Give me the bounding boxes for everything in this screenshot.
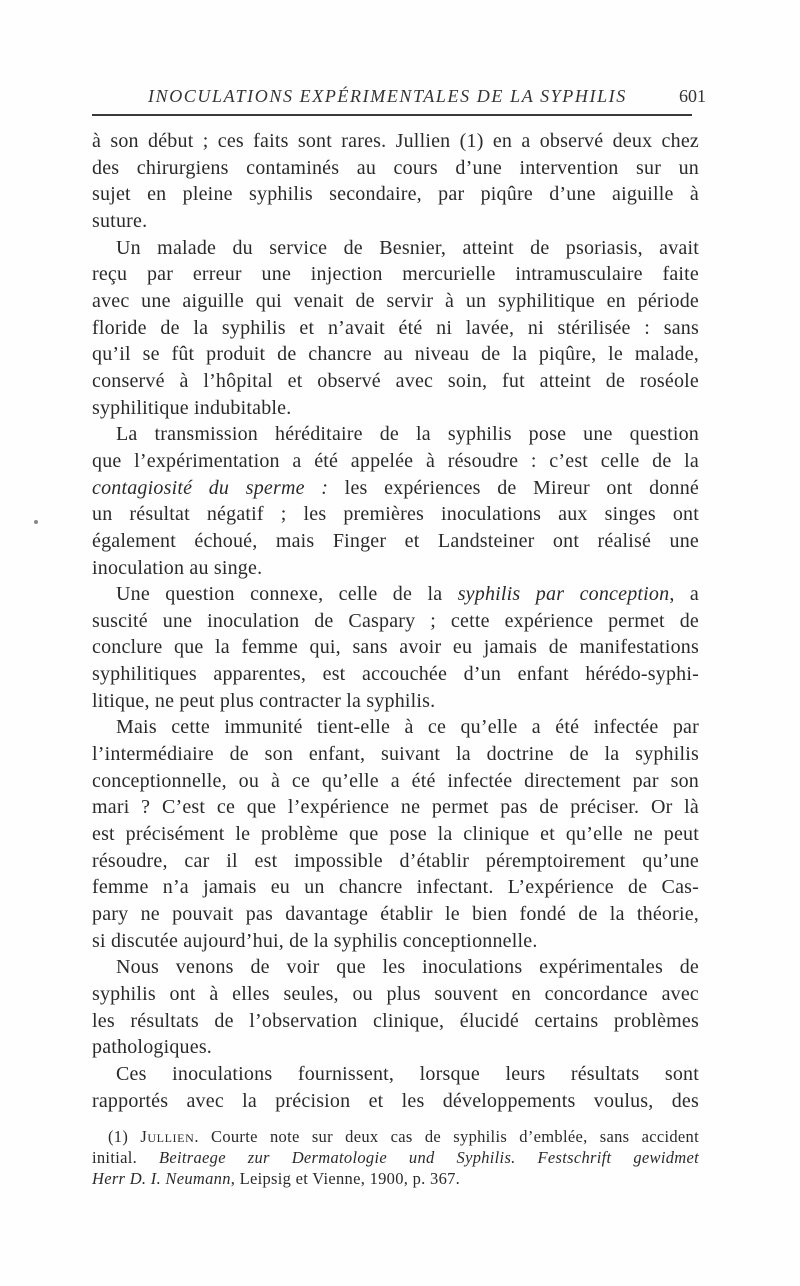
text-line: Nous venons de voir que les inoculations expérimentales de — [116, 956, 699, 979]
text-line: Ces inoculations fournissent, lorsque leurs résultats sont — [116, 1062, 699, 1085]
italic-phrase: contagiosité du sperme : — [92, 476, 329, 499]
margin-speck — [34, 520, 38, 524]
text-line: pary ne pouvait pas davantage établir le bien fondé de la théorie, — [92, 903, 699, 926]
text-line: est précisément le problème que pose la clinique et qu’elle ne peut — [92, 823, 699, 846]
text-line: si discutée aujourd’hui, de la syphilis conceptionnelle. — [92, 929, 538, 952]
text-line: un résultat négatif ; les premières inoculations aux singes ont — [92, 503, 699, 526]
text-line: suscité une inoculation de Caspary ; cette expérience permet de — [92, 609, 699, 632]
text-line: reçu par erreur une injection mercurielle intramusculaire faite — [92, 263, 699, 286]
text-line: Mais cette immunité tient-elle à ce qu’elle a été infectée par — [116, 716, 699, 739]
text-run: initial. — [92, 1148, 159, 1167]
text-line: les résultats de l’observation clinique, élucidé certains problèmes — [92, 1009, 699, 1032]
text-line: conclure que la femme qui, sans avoir eu jamais de manifestations — [92, 636, 699, 659]
italic-phrase: Herr D. I. Neumann — [92, 1169, 231, 1188]
text-line: syphilis ont à elles seules, ou plus souvent en concordance avec — [92, 983, 699, 1005]
text-run: , a — [669, 583, 699, 606]
text-line: La transmission héréditaire de la syphilis pose une question — [116, 423, 699, 446]
text-line: Un malade du service de Besnier, atteint de psoriasis, avait — [116, 236, 699, 259]
italic-phrase: syphilis par conception — [457, 583, 670, 606]
running-title: INOCULATIONS EXPÉRIMENTALES DE LA SYPHILIS — [148, 86, 627, 106]
text-line: qu’il se fût produit de chancre au niveau de la piqûre, le malade, — [92, 343, 699, 366]
text-line: suture. — [92, 209, 148, 232]
text-line: des chirurgiens contaminés au cours d’une intervention sur un — [92, 156, 699, 179]
text-line: également échoué, mais Finger et Landsteiner ont réalisé une — [92, 529, 699, 552]
body-text — [92, 128, 699, 1114]
text-line: résoudre, car il est impossible d’établir péremptoirement qu’une — [92, 849, 699, 872]
footnote-author: Jullien — [140, 1127, 195, 1146]
text-line: l’intermédiaire de son enfant, suivant la doctrine de la syphilis — [92, 743, 699, 766]
text-run: les expériences de Mireur ont donné — [328, 476, 699, 499]
footnote-marker: (1) — [108, 1127, 141, 1146]
text-line — [92, 581, 699, 608]
text-line: litique, ne peut plus contracter la syphilis. — [92, 689, 436, 712]
text-line: rapportés avec la précision et les développements voulus, des — [92, 1089, 699, 1112]
text-run: . Courte note sur deux cas de syphilis d’emblée, sans accident — [194, 1127, 699, 1146]
text-line: inoculation au singe. — [92, 556, 263, 579]
text-line: conservé à l’hôpital et observé avec soin, fut atteint de roséole — [92, 369, 699, 392]
text-run: Une question connexe, celle de la — [116, 583, 458, 606]
text-line: floride de la syphilis et n’avait été ni lavée, ni stérilisée : sans — [92, 316, 699, 339]
text-line: syphilitiques apparentes, est accouchée d’un enfant hérédo-syphi- — [92, 663, 699, 686]
text-line: femme n’a jamais eu un chancre infectant. L’expérience de Cas- — [92, 876, 699, 899]
footnote-line — [92, 1168, 699, 1189]
text-line: sujet en pleine syphilis secondaire, par piqûre d’une aiguille à — [92, 183, 699, 206]
text-run: , Leipsig et Vienne, 1900, p. 367. — [230, 1169, 461, 1188]
text-line — [92, 475, 699, 502]
text-line: syphilitique indubitable. — [92, 396, 292, 419]
text-line: avec une aiguille qui venait de servir à un syphilitique en période — [92, 289, 699, 312]
text-line: conceptionnelle, ou à ce qu’elle a été infectée directement par son — [92, 769, 699, 792]
footnote-line — [92, 1126, 699, 1147]
text-line: mari ? C’est ce que l’expérience ne permet pas de préciser. Or là — [92, 796, 699, 819]
footnote-line — [92, 1147, 699, 1168]
text-line: que l’expérimentation a été appelée à résoudre : c’est celle de la — [92, 449, 699, 472]
italic-phrase: Beitraege zur Dermatologie und Syphilis. Festschrift gewidmet — [158, 1148, 699, 1167]
running-header — [92, 86, 706, 116]
page-number: 601 — [679, 86, 706, 106]
text-line: pathologiques. — [92, 1036, 213, 1059]
footnote — [92, 1126, 699, 1189]
text-line: à son début ; ces faits sont rares. Jullien (1) en a observé deux chez — [92, 130, 699, 152]
